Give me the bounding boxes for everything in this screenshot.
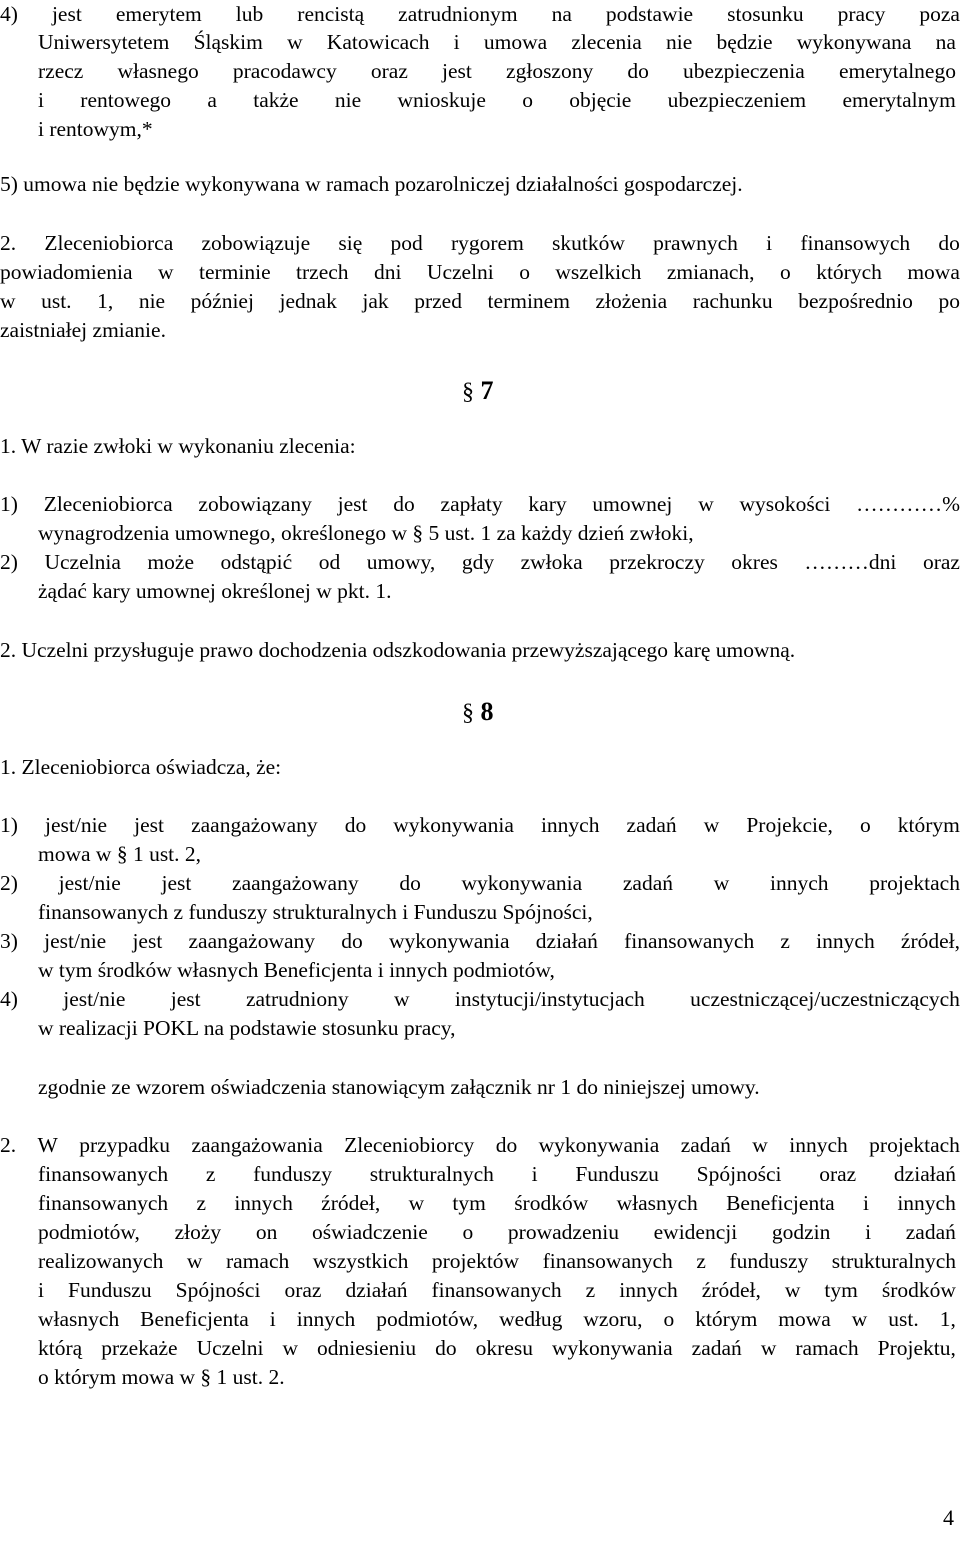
word: Funduszu (575, 1162, 659, 1186)
word: innych (540, 813, 600, 837)
text-line (38, 57, 956, 86)
text-line: finansowanych z funduszy strukturalnych i Funduszu Spójności, (38, 900, 593, 924)
word: 1, (939, 1307, 956, 1331)
text-line (0, 811, 960, 840)
word: Zleceniobiorca (43, 492, 173, 516)
word: jest/nie (58, 871, 121, 895)
word: złoży (174, 1220, 222, 1244)
text-line (0, 258, 960, 287)
word: zlecenia (571, 30, 642, 54)
word: Uniwersytetem (38, 30, 170, 54)
word: działań (535, 929, 598, 953)
word: strukturalnych (831, 1249, 956, 1273)
section-heading-7 (462, 376, 494, 406)
text-line (0, 548, 960, 577)
word: 1, (97, 289, 114, 313)
word: Uczelni (426, 260, 494, 284)
word: jest/nie (44, 813, 108, 837)
word: Śląskim (193, 30, 263, 54)
word: W (37, 1133, 58, 1157)
word: finansowanych (38, 1191, 169, 1215)
word: z (196, 1191, 207, 1215)
word: zadań (626, 813, 677, 837)
word: na (551, 2, 572, 26)
word: i (453, 30, 460, 54)
word: i (865, 1220, 872, 1244)
word: działań (893, 1162, 956, 1186)
word: zaangażowany (191, 813, 318, 837)
word: w (186, 1249, 203, 1273)
text-line: 2. Uczelni przysługuje prawo dochodzenia odszkodowania przewyższającego karę umowną. (0, 638, 796, 662)
word: źródeł, (900, 929, 960, 953)
word: rzecz (38, 59, 84, 83)
word: wzoru, (583, 1307, 643, 1331)
word: on (255, 1220, 278, 1244)
word: którym (695, 1307, 758, 1331)
word: do (393, 492, 415, 516)
word: w (282, 1336, 298, 1360)
word: projektów (431, 1249, 520, 1273)
word: podstawie (605, 2, 694, 26)
word: w (851, 1307, 868, 1331)
word: bezpośrednio (798, 289, 913, 313)
text-line (0, 229, 960, 258)
word: o (519, 260, 530, 284)
word: Zleceniobiorca (44, 231, 174, 255)
word: projektach (869, 871, 960, 895)
word: emerytalnego (838, 59, 956, 83)
word: ubezpieczenia (683, 59, 805, 83)
word: Spójności (175, 1278, 261, 1302)
word: złożenia (595, 289, 668, 313)
word: i (766, 231, 773, 255)
word: oraz (819, 1162, 857, 1186)
word: o (663, 1307, 675, 1331)
word: Beneficjenta (726, 1191, 835, 1215)
word: mowa (907, 260, 960, 284)
text-line (0, 287, 960, 316)
text-line: 1. Zleceniobiorca oświadcza, że: (0, 755, 282, 779)
text-line (0, 490, 960, 519)
word: zadań (691, 1336, 742, 1360)
word: wykonywania (538, 1133, 660, 1157)
word: i (38, 1278, 44, 1302)
word: Projektu, (877, 1336, 956, 1360)
word: prowadzeniu (507, 1220, 619, 1244)
word: o (462, 1220, 474, 1244)
word: ust. (41, 289, 72, 313)
word: źródeł, (321, 1191, 381, 1215)
word: pracy (837, 2, 886, 26)
text-line: i rentowym,* (38, 117, 153, 141)
word: wysokości (739, 492, 831, 516)
text-line (38, 1247, 956, 1276)
word: do (435, 1336, 457, 1360)
text-line (38, 1305, 956, 1334)
word: jak (362, 289, 389, 313)
word: własnych (616, 1191, 698, 1215)
word: jest (134, 813, 165, 837)
word: dni (374, 260, 402, 284)
section-number: 8 (480, 697, 494, 726)
word: jest (132, 929, 163, 953)
word: z (585, 1278, 596, 1302)
word: zadań (622, 871, 674, 895)
word: zatrudniony (245, 987, 349, 1011)
text-line: wynagrodzenia umownego, określonego w § 5 ust. 1 za każdy dzień zwłoki, (38, 521, 694, 545)
word: umowa (483, 30, 548, 54)
word: jest/nie (44, 929, 107, 953)
word: funduszy (253, 1162, 332, 1186)
section-symbol: § (462, 700, 474, 726)
word: i (38, 88, 44, 112)
word: ………dni (804, 550, 897, 574)
word: z (780, 929, 790, 953)
word: innych (619, 1278, 678, 1302)
word: ramach (795, 1336, 859, 1360)
word: 4) (0, 2, 18, 26)
word: powiadomienia (0, 260, 133, 284)
word: skutków (552, 231, 625, 255)
word: rencistą (297, 2, 365, 26)
word: i (531, 1162, 538, 1186)
text-line: 1. W razie zwłoki w wykonaniu zlecenia: (0, 434, 356, 458)
word: środków (881, 1278, 956, 1302)
word: w (752, 1133, 768, 1157)
word: którą (38, 1336, 83, 1360)
word: innych (789, 1133, 848, 1157)
word: Funduszu (67, 1278, 152, 1302)
word: innych (816, 929, 875, 953)
word: środków (514, 1191, 589, 1215)
word: zadań (905, 1220, 956, 1244)
word: jest (161, 871, 192, 895)
word: później (190, 289, 254, 313)
word: odstąpić (220, 550, 293, 574)
word: prawnych (653, 231, 738, 255)
word: objęcie (569, 88, 632, 112)
word: do (938, 231, 960, 255)
word: nie (138, 289, 166, 313)
word: działań (345, 1278, 408, 1302)
word: terminie (198, 260, 271, 284)
text-line (38, 1160, 956, 1189)
word: zaangażowany (188, 929, 316, 953)
word: się (338, 231, 363, 255)
word: 2. (0, 231, 17, 255)
word: godzin (771, 1220, 831, 1244)
word: Uczelni (196, 1336, 264, 1360)
word: do (627, 59, 649, 83)
word: na (935, 30, 956, 54)
word: od (318, 550, 341, 574)
word: pod (390, 231, 423, 255)
word: odniesieniu (317, 1336, 417, 1360)
word: przekaże (101, 1336, 178, 1360)
word: umowy, (366, 550, 436, 574)
word: będzie (716, 30, 773, 54)
word: innych (769, 871, 829, 895)
word: i (269, 1307, 276, 1331)
word: podmiotów, (38, 1220, 140, 1244)
word: w (0, 289, 16, 313)
text-line (38, 1276, 956, 1305)
word: w (784, 1278, 801, 1302)
word: zatrudnionym (398, 2, 518, 26)
word: wnioskuje (397, 88, 486, 112)
word: wykonywania (552, 1336, 673, 1360)
word: zobowiązany (198, 492, 312, 516)
word: źródeł, (701, 1278, 761, 1302)
word: Zleceniobiorcy (344, 1133, 475, 1157)
word: do (344, 813, 367, 837)
word: w (287, 30, 303, 54)
word: o (522, 88, 533, 112)
word: pracodawcy (232, 59, 337, 83)
word: finansowanych (624, 929, 755, 953)
word: lub (235, 2, 264, 26)
word: rentowego (80, 88, 172, 112)
word: nie (665, 30, 693, 54)
word: realizowanych (38, 1249, 164, 1273)
word: ubezpieczeniem (667, 88, 807, 112)
text-line: mowa w § 1 ust. 2, (38, 842, 202, 866)
word: przypadku (79, 1133, 171, 1157)
word: 2. (0, 1133, 17, 1157)
text-line (0, 985, 960, 1014)
word: jest/nie (63, 987, 126, 1011)
word: nie (334, 88, 362, 112)
word: finansowanych (38, 1162, 169, 1186)
word: terminem (487, 289, 570, 313)
text-line: w tym środków własnych Beneficjenta i innych podmiotów, (38, 958, 555, 982)
word: 1) (0, 813, 18, 837)
word: z (696, 1249, 706, 1273)
word: 2) (0, 550, 18, 574)
word: instytucji/instytucjach (454, 987, 645, 1011)
word: jednak (279, 289, 337, 313)
text-line: żądać kary umownej określonej w pkt. 1. (38, 579, 392, 603)
word: strukturalnych (369, 1162, 494, 1186)
page-number: 4 (943, 1505, 954, 1530)
text-line (0, 927, 960, 956)
word: do (399, 871, 421, 895)
word: 3) (0, 929, 18, 953)
word: oświadczenie (312, 1220, 428, 1244)
word: 2) (0, 871, 18, 895)
word: jest (170, 987, 201, 1011)
word: podmiotów, (376, 1307, 479, 1331)
word: 1) (0, 492, 18, 516)
word: przekroczy (609, 550, 705, 574)
text-line (38, 28, 956, 57)
word: ewidencji (653, 1220, 738, 1244)
section-symbol: § (462, 379, 474, 405)
word: własnego (117, 59, 199, 83)
word: rygorem (450, 231, 524, 255)
word: i (863, 1191, 870, 1215)
word: trzech (296, 260, 349, 284)
word: jest (337, 492, 368, 516)
word: których (816, 260, 882, 284)
word: wykonywania (388, 929, 510, 953)
word: …………% (856, 492, 960, 516)
section-heading-8 (462, 697, 494, 727)
word: o (780, 260, 791, 284)
word: jest (442, 59, 472, 83)
word: Spójności (696, 1162, 782, 1186)
word: innych (234, 1191, 293, 1215)
text-line: zaistniałej zmianie. (0, 318, 166, 342)
word: zmianach, (666, 260, 755, 284)
word: w (698, 492, 714, 516)
word: którym (897, 813, 960, 837)
text-line (38, 1218, 956, 1247)
word: 4) (0, 987, 18, 1011)
word: innych (897, 1191, 956, 1215)
text-line (0, 1131, 960, 1160)
word: zobowiązuje (201, 231, 311, 255)
word: umownej (592, 492, 673, 516)
word: o (859, 813, 871, 837)
word: innych (296, 1307, 356, 1331)
section-number: 7 (480, 376, 494, 405)
word: w (713, 871, 730, 895)
word: wykonywana (796, 30, 912, 54)
text-line: o którym mowa w § 1 ust. 2. (38, 1365, 285, 1389)
text-line (38, 1334, 956, 1363)
word: oraz (284, 1278, 322, 1302)
word: wszystkich (312, 1249, 409, 1273)
word: do (495, 1133, 518, 1157)
word: oraz (922, 550, 960, 574)
word: zapłaty (440, 492, 503, 516)
text-line (0, 0, 960, 29)
word: emerytalnym (842, 88, 956, 112)
word: Katowicach (326, 30, 430, 54)
text-line (38, 86, 956, 115)
word: Uczelnia (44, 550, 121, 574)
word: może (147, 550, 194, 574)
text-line: 5) umowa nie będzie wykonywana w ramach pozarolniczej działalności gospodarczej. (0, 172, 743, 196)
word: zwłoka (520, 550, 583, 574)
word: tym (824, 1278, 858, 1302)
word: projektach (869, 1133, 960, 1157)
word: poza (919, 2, 960, 26)
word: rachunku (692, 289, 773, 313)
word: zadań (680, 1133, 731, 1157)
text-line: zgodnie ze wzorem oświadczenia stanowiącym załącznik nr 1 do niniejszej umowy. (38, 1075, 760, 1099)
text-line (0, 869, 960, 898)
word: w (703, 813, 720, 837)
word: w (408, 1191, 425, 1215)
word: po (938, 289, 960, 313)
word: w (394, 987, 410, 1011)
word: emerytem (115, 2, 202, 26)
word: według (499, 1307, 563, 1331)
word: finansowanych (542, 1249, 673, 1273)
word: wszelkich (555, 260, 642, 284)
word: ramach (225, 1249, 290, 1273)
word: finansowanych (431, 1278, 562, 1302)
word: wykonywania (461, 871, 583, 895)
word: Projekcie, (746, 813, 833, 837)
word: zaangażowany (232, 871, 359, 895)
word: uczestniczącej/uczestniczących (690, 987, 960, 1011)
word: własnych (38, 1307, 120, 1331)
word: ust. (888, 1307, 919, 1331)
word: gdy (461, 550, 495, 574)
word: w (760, 1336, 777, 1360)
word: okres (731, 550, 778, 574)
word: okresu (475, 1336, 533, 1360)
text-line: w realizacji POKL na podstawie stosunku pracy, (38, 1016, 456, 1040)
word: tym (452, 1191, 486, 1215)
word: przed (414, 289, 462, 313)
word: zgłoszony (506, 59, 594, 83)
word: jest (51, 2, 82, 26)
word: do (341, 929, 363, 953)
word: także (253, 88, 299, 112)
word: a (207, 88, 217, 112)
word: oraz (370, 59, 408, 83)
word: mowa (778, 1307, 831, 1331)
text-line (38, 1189, 956, 1218)
word: w (158, 260, 174, 284)
word: Beneficjenta (140, 1307, 249, 1331)
word: zaangażowania (191, 1133, 323, 1157)
word: kary (528, 492, 567, 516)
word: wykonywania (393, 813, 514, 837)
word: finansowych (800, 231, 911, 255)
word: stosunku (727, 2, 804, 26)
word: funduszy (729, 1249, 809, 1273)
word: z (205, 1162, 216, 1186)
